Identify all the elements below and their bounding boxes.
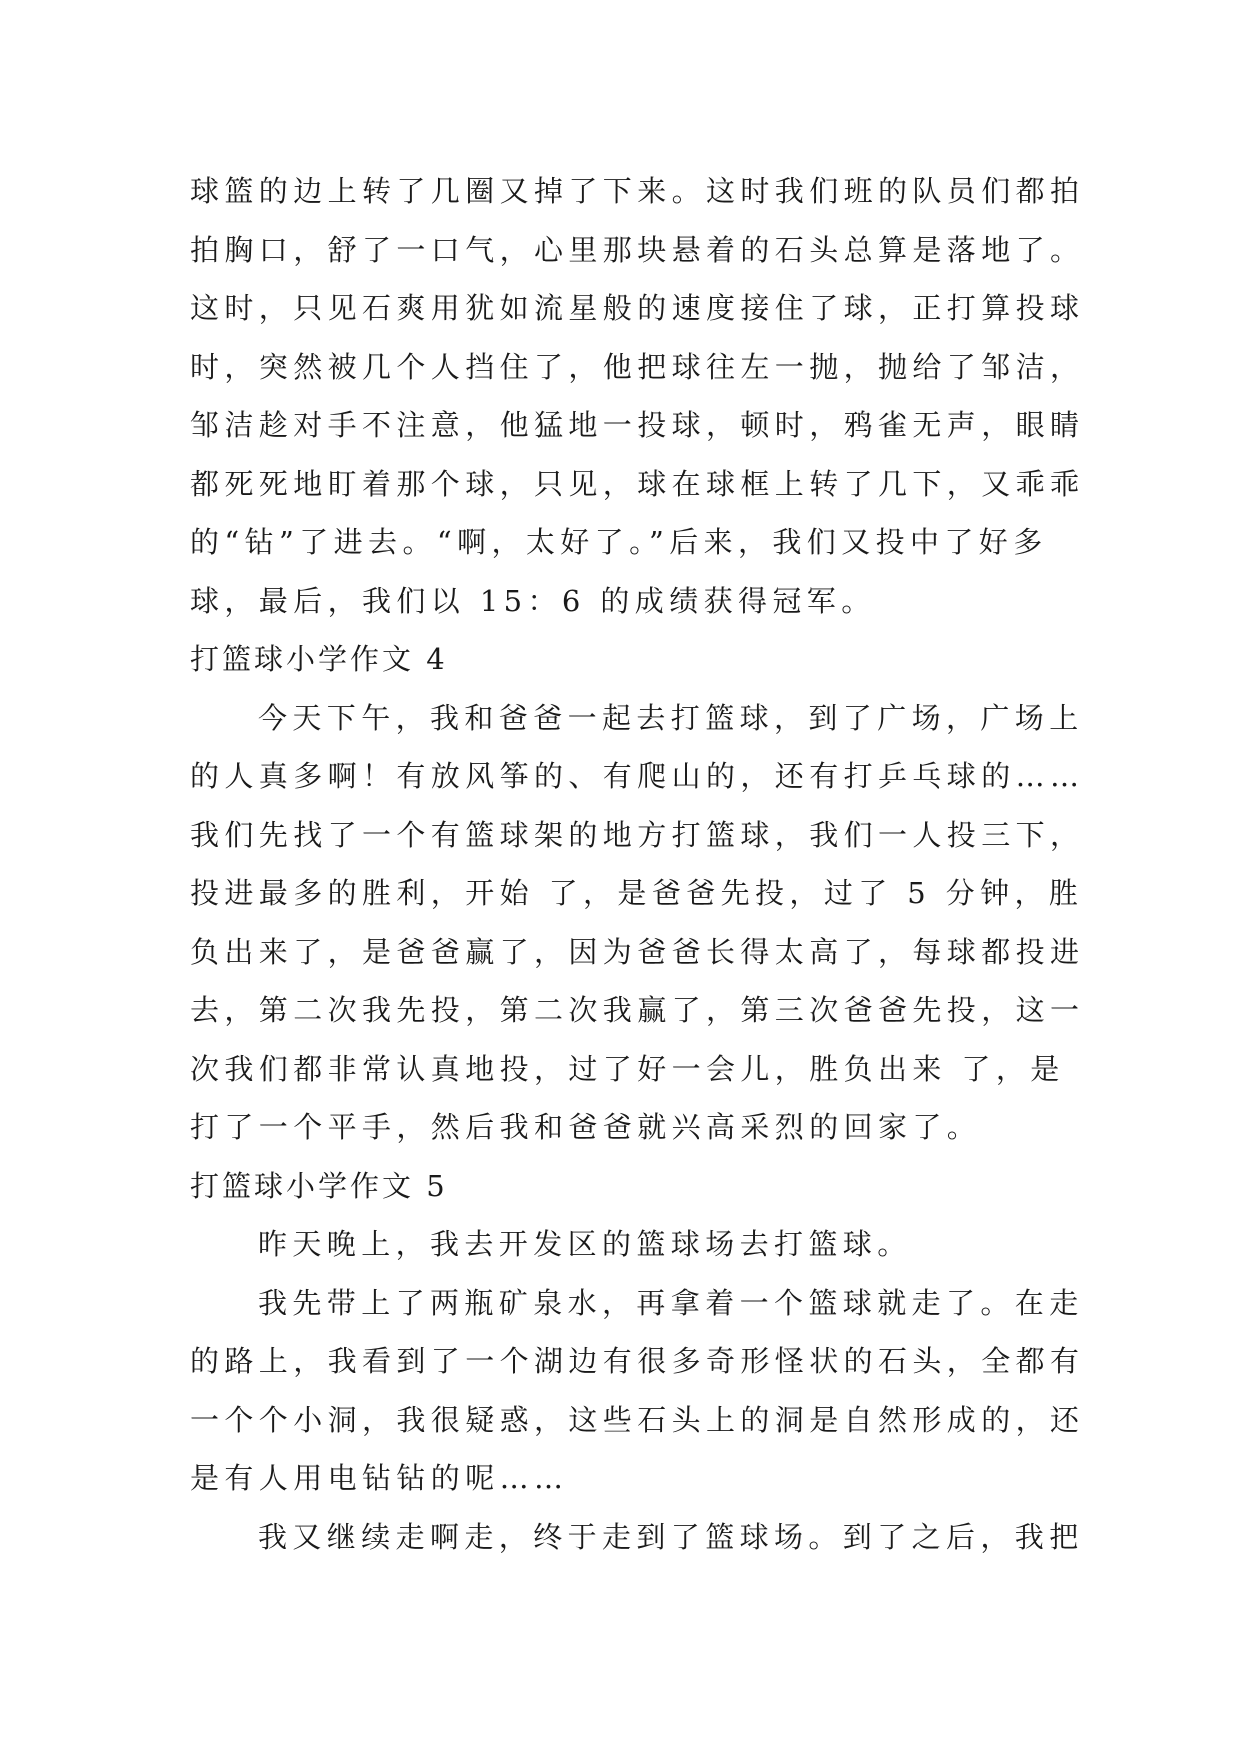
text-line: 我又继续走啊走，终于走到了篮球场。到了之后，我把 [258,1519,1084,1554]
text-line: 一个个小洞，我很疑惑，这些石头上的洞是自然形成的，还 [190,1402,1085,1437]
text-line: 次我们都非常认真地投，过了好一会儿，胜负出来 了，是 [190,1051,1065,1086]
text-line: 球篮的边上转了几圈又掉了下来。这时我们班的队员们都拍 [190,174,1085,208]
document-body [190,162,1085,1566]
text-line: 这时，只见石爽用犹如流星般的速度接住了球，正打算投球 [190,291,1085,325]
text-line: 的人真多啊！有放风筝的、有爬山的，还有打乒乓球的…… [190,759,1085,793]
text-line: 都死死地盯着那个球，只见，球在球框上转了几下，又乖乖 [190,466,1085,501]
text-line: 拍胸口，舒了一口气，心里那块悬着的石头总算是落地了。 [190,232,1085,267]
text-line: 时，突然被几个人挡住了，他把球往左一抛，抛给了邹洁， [190,349,1085,384]
section-heading: 打篮球小学作文 5 [190,1168,448,1203]
text-line: 球，最后，我们以 15：6 的成绩获得冠军。 [190,583,876,618]
text-line: 我先带上了两瓶矿泉水，再拿着一个篮球就走了。在走 [258,1285,1084,1320]
text-line: 邹洁趁对手不注意，他猛地一投球，顿时，鸦雀无声，眼睛 [190,408,1085,442]
text-line: 投进最多的胜利，开始 了，是爸爸先投，过了 5 分钟，胜 [190,876,1084,910]
text-line: 的“钻”了进去。“啊，太好了。”后来，我们又投中了好多 [190,525,1048,559]
section-heading: 打篮球小学作文 4 [190,642,448,676]
text-line: 负出来了，是爸爸赢了，因为爸爸长得太高了，每球都投进 [190,934,1085,969]
text-line: 去，第二次我先投，第二次我赢了，第三次爸爸先投，这一 [190,993,1085,1027]
text-line: 是有人用电钻钻的呢…… [190,1461,569,1495]
text-line: 的路上，我看到了一个湖边有很多奇形怪状的石头，全都有 [190,1344,1085,1378]
text-line: 我们先找了一个有篮球架的地方打篮球，我们一人投三下， [190,817,1085,852]
text-line: 今天下午，我和爸爸一起去打篮球，到了广场，广场上 [258,700,1084,735]
text-line: 昨天晚上，我去开发区的篮球场去打篮球。 [258,1227,912,1261]
text-line: 打了一个平手，然后我和爸爸就兴高采烈的回家了。 [190,1110,982,1144]
